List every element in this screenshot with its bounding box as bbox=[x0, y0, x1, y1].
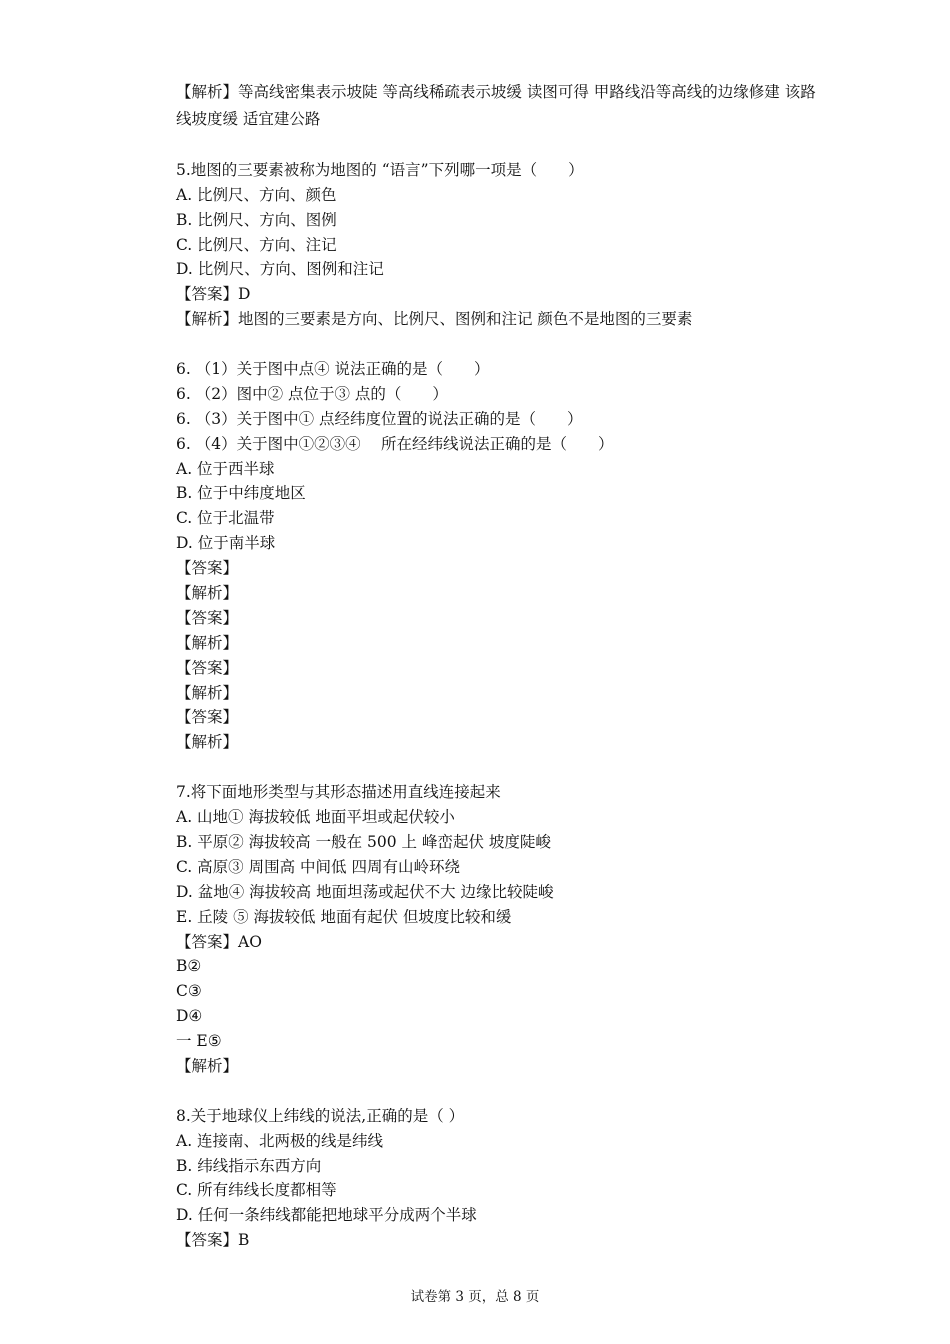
text-line: A. 位于西半球 bbox=[176, 459, 275, 478]
text-line: 【解析】地图的三要素是方向、比例尺、图例和注记 颜色不是地图的三要素 bbox=[176, 310, 693, 329]
text-line: 6. （4）关于图中①②③④ 所在经纬线说法正确的是（ ） bbox=[176, 434, 614, 453]
text-line: B. 位于中纬度地区 bbox=[176, 484, 306, 503]
text-line: 【答案】D bbox=[176, 285, 251, 304]
text-line: 【答案】 bbox=[176, 708, 239, 727]
text-line: D. 位于南半球 bbox=[176, 534, 276, 553]
text-line: A. 连接南、北两极的线是纬线 bbox=[176, 1131, 384, 1150]
text-line: A. 山地① 海拔较低 地面平坦或起伏较小 bbox=[176, 808, 455, 827]
text-line: B. 平原② 海拔较高 一般在 500 上 峰峦起伏 坡度陡峻 bbox=[176, 832, 551, 851]
question-content bbox=[176, 79, 826, 1253]
text-line: 【解析】 bbox=[176, 633, 239, 652]
text-line: B② bbox=[176, 957, 202, 976]
text-line: 6. （1）关于图中点④ 说法正确的是（ ） bbox=[176, 360, 490, 379]
text-line: A. 比例尺、方向、颜色 bbox=[176, 185, 337, 204]
spacer bbox=[176, 755, 826, 780]
text-line: 6. （2）图中② 点位于③ 点的（ ） bbox=[176, 384, 448, 403]
text-line: C. 位于北温带 bbox=[176, 509, 275, 528]
text-line: C. 比例尺、方向、注记 bbox=[176, 235, 337, 254]
text-line: 5.地图的三要素被称为地图的 “语言”下列哪一项是（ ） bbox=[176, 160, 584, 179]
spacer bbox=[176, 1079, 826, 1104]
text-line: 【答案】 bbox=[176, 658, 239, 677]
text-line: 8.关于地球仪上纬线的说法,正确的是（ ） bbox=[176, 1106, 465, 1125]
text-line: E. 丘陵 ⑤ 海拔较低 地面有起伏 但坡度比较和缓 bbox=[176, 907, 512, 926]
text-line: D. 任何一条纬线都能把地球平分成两个半球 bbox=[176, 1206, 477, 1225]
text-line: D. 比例尺、方向、图例和注记 bbox=[176, 260, 384, 279]
text-line: D④ bbox=[176, 1007, 203, 1026]
text-line: 6. （3）关于图中① 点经纬度位置的说法正确的是（ ） bbox=[176, 409, 583, 428]
text-line: D. 盆地④ 海拔较高 地面坦荡或起伏不大 边缘比较陡峻 bbox=[176, 882, 554, 901]
text-line: 【解析】 bbox=[176, 584, 239, 603]
text-line: 【答案】B bbox=[176, 1231, 250, 1250]
text-line: 【解析】 bbox=[176, 733, 239, 752]
page-footer: 试卷第 3 页，总 8 页 bbox=[410, 1289, 540, 1305]
spacer bbox=[176, 133, 826, 158]
spacer bbox=[176, 332, 826, 357]
text-line: B. 比例尺、方向、图例 bbox=[176, 210, 337, 229]
text-line: 【答案】 bbox=[176, 559, 239, 578]
text-line: 【解析】 bbox=[176, 1056, 239, 1075]
text-line: 【答案】AO bbox=[176, 932, 262, 951]
text-line: C. 高原③ 周围高 中间低 四周有山岭环绕 bbox=[176, 857, 460, 876]
text-line: B. 纬线指示东西方向 bbox=[176, 1156, 322, 1175]
text-line: 一 E⑤ bbox=[176, 1032, 222, 1051]
text-line: 7.将下面地形类型与其形态描述用直线连接起来 bbox=[176, 783, 501, 802]
text-line: 【答案】 bbox=[176, 608, 239, 627]
text-line: 【解析】等高线密集表示坡陡 等高线稀疏表示坡缓 读图可得 甲路线沿等高线的边缘修建 该路线坡度缓 适宜建公路 bbox=[176, 83, 816, 128]
text-line: C③ bbox=[176, 982, 202, 1001]
text-line: C. 所有纬线长度都相等 bbox=[176, 1181, 337, 1200]
text-line: 【解析】 bbox=[176, 683, 239, 702]
